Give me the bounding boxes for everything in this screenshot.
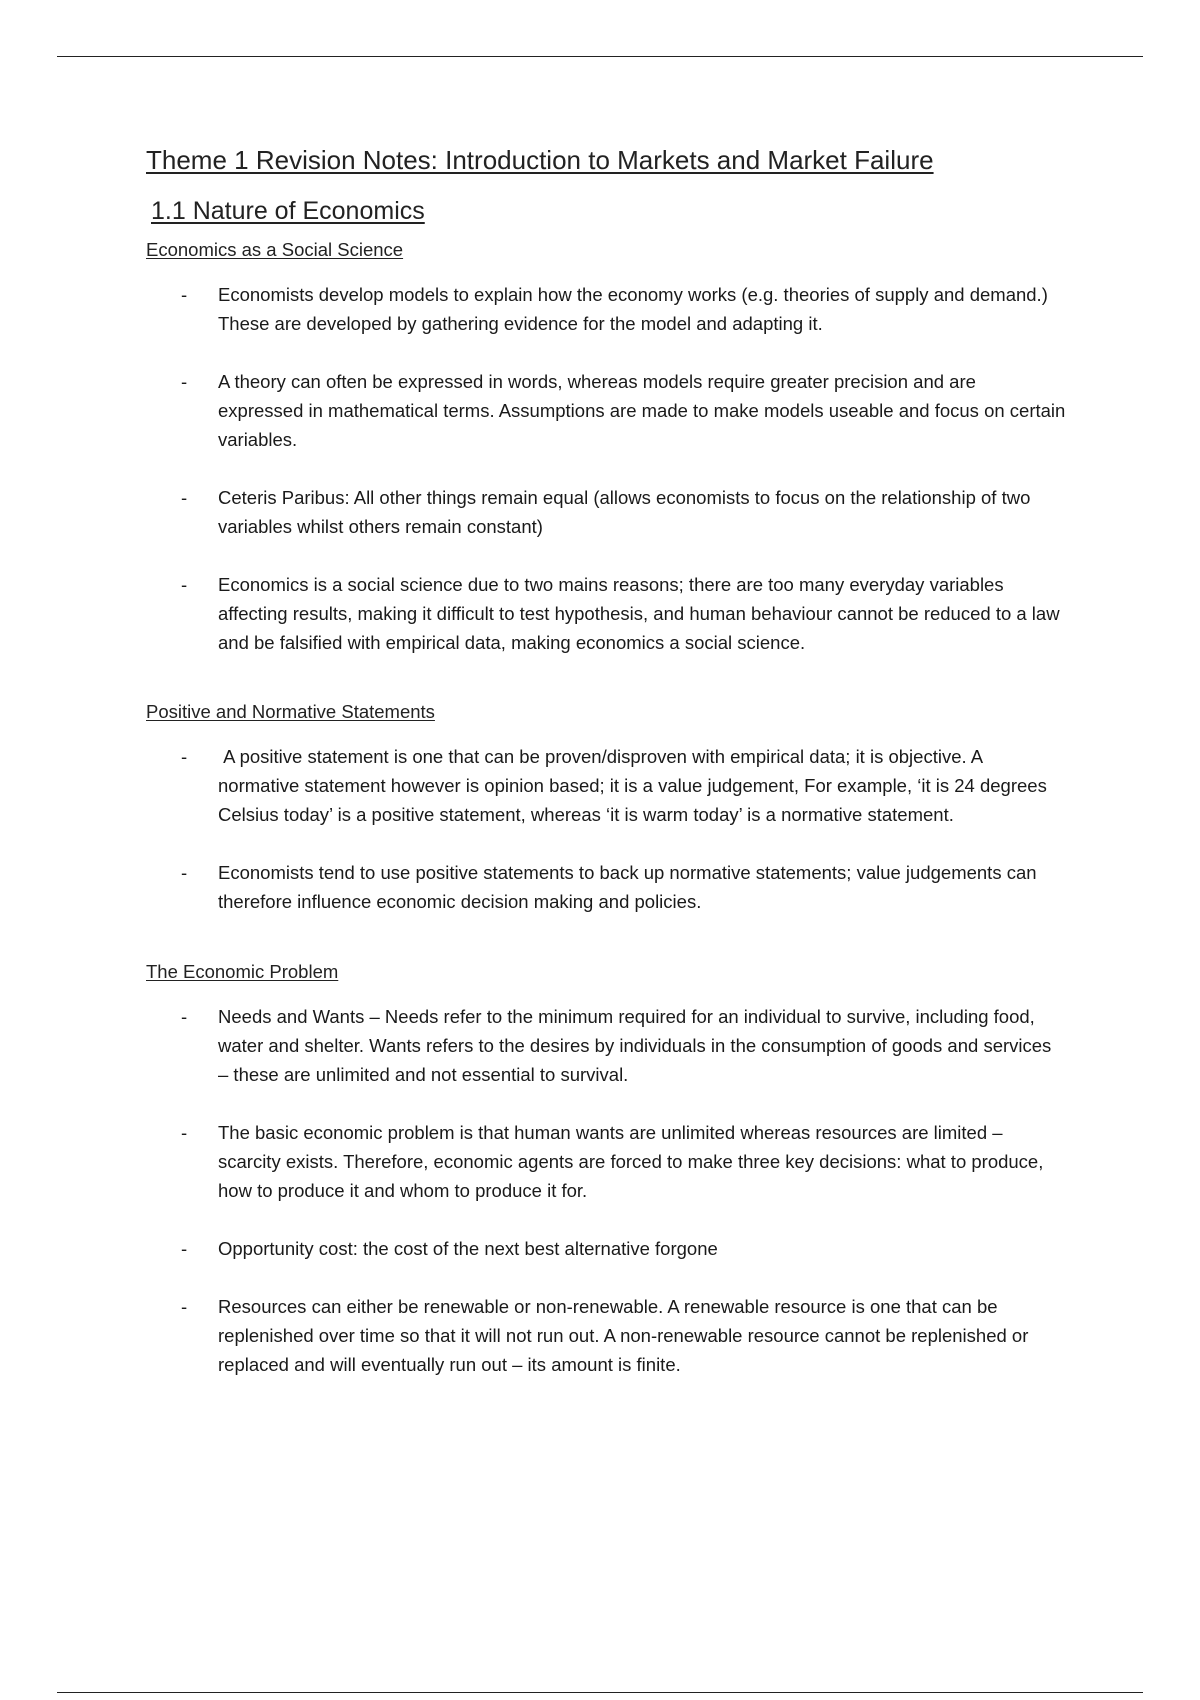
list-item-text: A positive statement is one that can be proven/disproven with empirical data; it is objective. A normative statement however is opinion based; it is a value judgement, For example, ‘it is 24 degrees Celsius today’ is a positive statement, whereas ‘it is warm today’ is a normative statement. — [218, 746, 1052, 825]
document-title: Theme 1 Revision Notes: Introduction to Markets and Market Failure — [146, 145, 934, 175]
bullet-dash: - — [181, 1296, 188, 1317]
list-item-text: The basic economic problem is that human wants are unlimited whereas resources are limited – scarcity exists. Therefore, economic agents are forced to make three key decisions: what to produce, how to produce it and whom to produce it for. — [218, 1122, 1044, 1201]
subsection-heading-social-science: Economics as a Social Science — [146, 239, 404, 260]
list-item-text: Resources can either be renewable or non-renewable. A renewable resource is one that can be replenished over time so that it will not run out. A non-renewable resource cannot be replenished or replaced and will eventually run out – its amount is finite. — [218, 1296, 1029, 1375]
page-bottom-rule — [57, 1692, 1143, 1693]
bullet-dash: - — [181, 862, 188, 883]
list-item-text: A theory can often be expressed in words, whereas models require greater precision and are expressed in mathematical terms. Assumptions are made to make models useable and focus on certain variables. — [218, 371, 1066, 450]
section-title: 1.1 Nature of Economics — [151, 197, 425, 225]
bullet-dash: - — [181, 746, 188, 767]
list-item — [146, 367, 1066, 454]
subsection-heading-positive-normative: Positive and Normative Statements — [146, 701, 435, 722]
page-top-rule — [57, 56, 1143, 57]
list-item — [146, 1234, 1066, 1263]
list-item-text: Opportunity cost: the cost of the next best alternative forgone — [218, 1238, 718, 1259]
list-item — [146, 742, 1066, 829]
bullet-dash: - — [181, 1122, 188, 1143]
list-item — [146, 1002, 1066, 1089]
list-item — [146, 570, 1066, 657]
list-item — [146, 280, 1066, 338]
bullet-dash: - — [181, 574, 188, 595]
list-item-text: Economists develop models to explain how the economy works (e.g. theories of supply and demand.) These are developed by gathering evidence for the model and adapting it. — [218, 284, 1048, 334]
list-item — [146, 1292, 1066, 1379]
bullet-dash: - — [181, 1006, 188, 1027]
bullet-dash: - — [181, 1238, 188, 1259]
list-item-text: Economists tend to use positive statements to back up normative statements; value judgements can therefore influence economic decision making and policies. — [218, 862, 1037, 912]
bullet-dash: - — [181, 284, 188, 305]
list-item — [146, 858, 1066, 916]
positive-normative-list — [146, 742, 1066, 916]
list-item-text: Ceteris Paribus: All other things remain equal (allows economists to focus on the relationship of two variables whilst others remain constant) — [218, 487, 1031, 537]
list-item — [146, 1118, 1066, 1205]
list-item-text: Needs and Wants – Needs refer to the minimum required for an individual to survive, including food, water and shelter. Wants refers to the desires by individuals in the consumption of goods and services – these are unlimited and not essential to survival. — [218, 1006, 1052, 1085]
list-item — [146, 483, 1066, 541]
list-item-text: Economics is a social science due to two mains reasons; there are too many everyday variables affecting results, making it difficult to test hypothesis, and human behaviour cannot be reduced to a law and be falsified with empirical data, making economics a social science. — [218, 574, 1060, 653]
document-body — [146, 144, 1066, 1379]
bullet-dash: - — [181, 487, 188, 508]
subsection-heading-economic-problem: The Economic Problem — [146, 961, 339, 982]
economic-problem-list — [146, 1002, 1066, 1379]
social-science-list — [146, 280, 1066, 657]
bullet-dash: - — [181, 371, 188, 392]
